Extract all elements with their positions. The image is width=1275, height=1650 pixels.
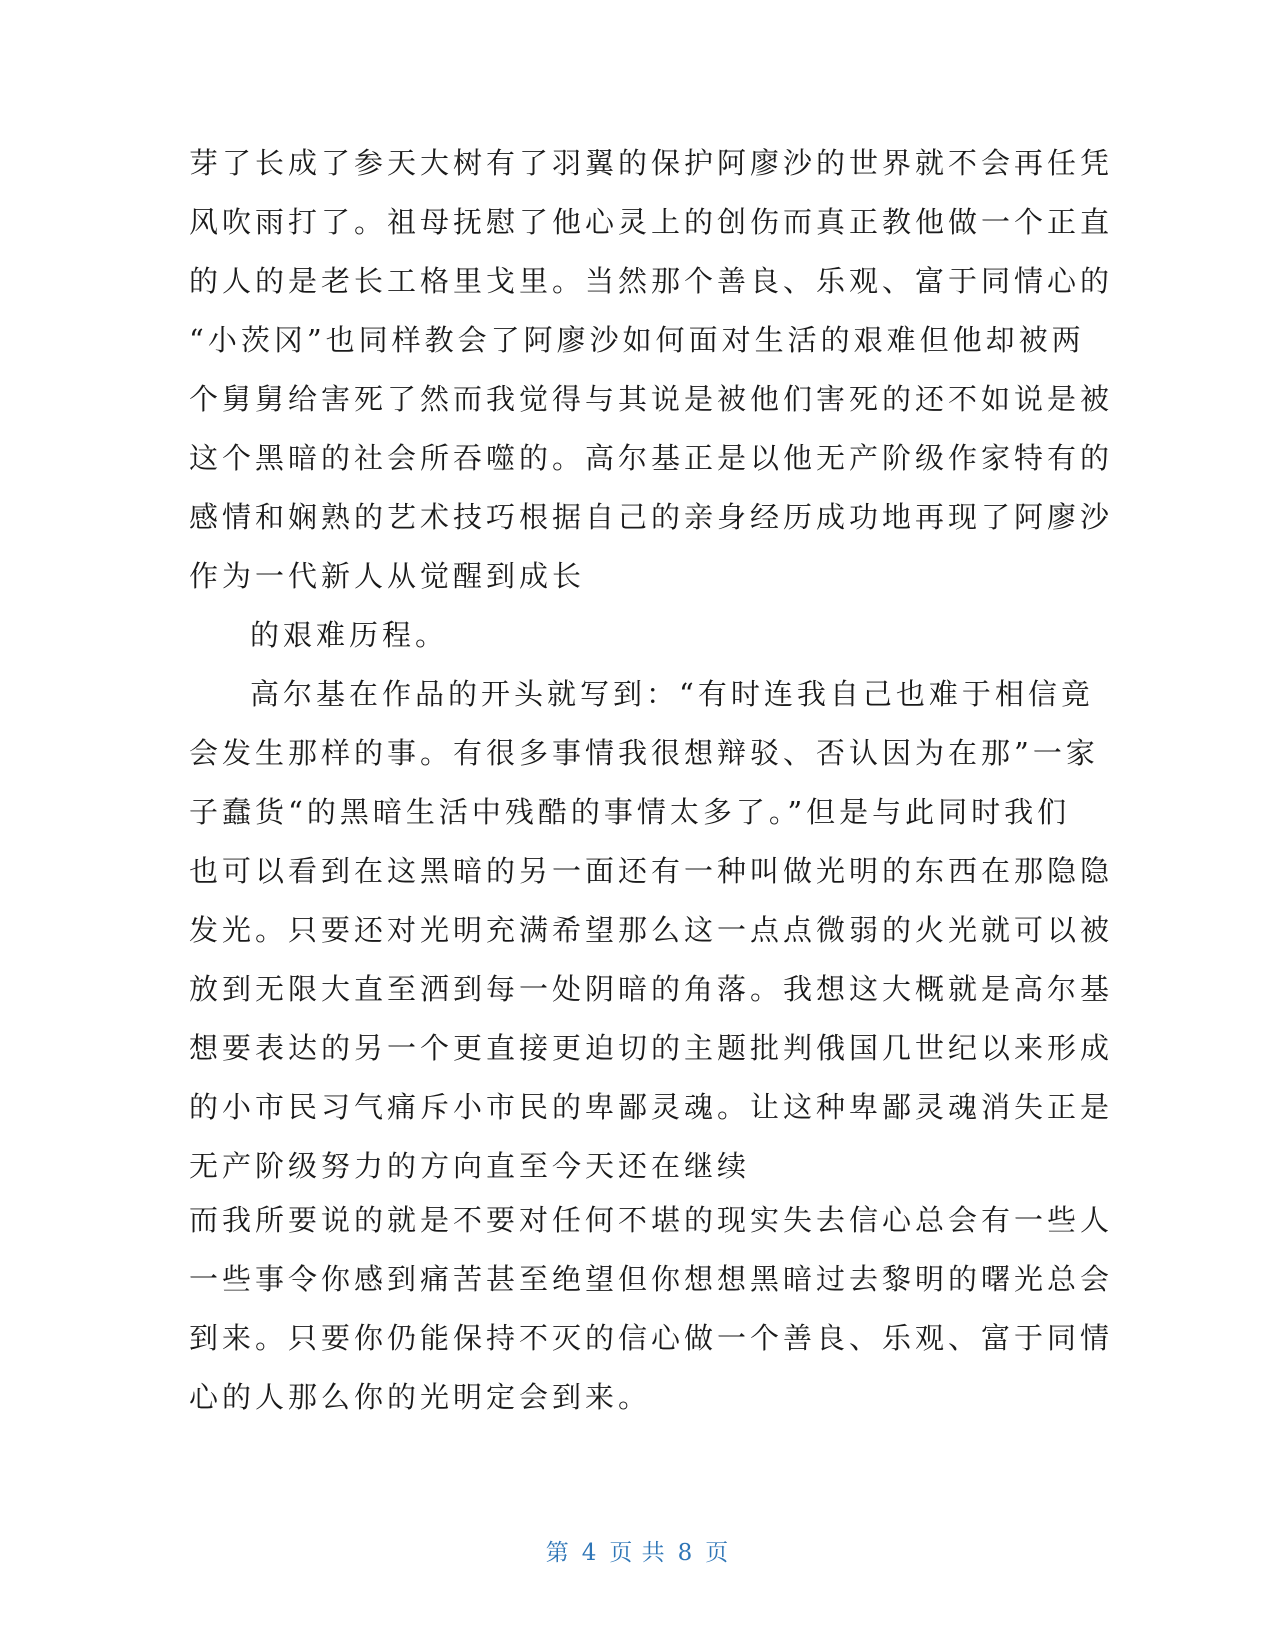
text-line: 一些事令你感到痛苦甚至绝望但你想想黑暗过去黎明的曙光总会 xyxy=(189,1262,1114,1296)
text-line: 感情和娴熟的艺术技巧根据自己的亲身经历成功地再现了阿廖沙 xyxy=(189,500,1114,534)
text-line: 的艰难历程。 xyxy=(250,618,449,652)
text-line: 作为一代新人从觉醒到成长 xyxy=(189,559,586,593)
text-line: 个舅舅给害死了然而我觉得与其说是被他们害死的还不如说是被 xyxy=(189,382,1114,416)
text-line: 的人的是老长工格里戈里。当然那个善良、乐观、富于同情心的 xyxy=(189,264,1114,298)
text-line: 会发生那样的事。有很多事情我很想辩驳、否认因为在那”一家 xyxy=(189,736,1099,770)
text-line: “小茨冈”也同样教会了阿廖沙如何面对生活的艰难但他却被两 xyxy=(189,323,1085,357)
text-line: 芽了长成了参天大树有了羽翼的保护阿廖沙的世界就不会再任凭 xyxy=(189,146,1114,180)
text-line: 这个黑暗的社会所吞噬的。高尔基正是以他无产阶级作家特有的 xyxy=(189,441,1114,475)
text-line: 子蠢货“的黑暗生活中残酷的事情太多了。”但是与此同时我们 xyxy=(189,795,1071,829)
text-line: 放到无限大直至洒到每一处阴暗的角落。我想这大概就是高尔基 xyxy=(189,972,1114,1006)
page-footer xyxy=(0,1534,1275,1567)
text-line: 风吹雨打了。祖母抚慰了他心灵上的创伤而真正教他做一个正直 xyxy=(189,205,1114,239)
total-pages: 8 xyxy=(677,1540,694,1566)
text-line: 无产阶级努力的方向直至今天还在继续 xyxy=(189,1149,751,1183)
text-line: 发光。只要还对光明充满希望那么这一点点微弱的火光就可以被 xyxy=(189,913,1114,947)
text-line: 高尔基在作品的开头就写到：“有时连我自己也难于相信竟 xyxy=(250,677,1094,711)
text-line: 想要表达的另一个更直接更迫切的主题批判俄国几世纪以来形成 xyxy=(189,1031,1114,1065)
page-suffix: 页 xyxy=(705,1540,730,1566)
page-prefix: 第 xyxy=(545,1540,570,1566)
text-line: 心的人那么你的光明定会到来。 xyxy=(189,1380,652,1414)
page-mid: 页 共 xyxy=(609,1540,666,1566)
text-line: 而我所要说的就是不要对任何不堪的现实失去信心总会有一些人 xyxy=(189,1203,1114,1237)
text-line: 也可以看到在这黑暗的另一面还有一种叫做光明的东西在那隐隐 xyxy=(189,854,1114,888)
text-line: 的小市民习气痛斥小市民的卑鄙灵魂。让这种卑鄙灵魂消失正是 xyxy=(189,1090,1114,1124)
page-number: 4 xyxy=(581,1540,598,1566)
text-line: 到来。只要你仍能保持不灭的信心做一个善良、乐观、富于同情 xyxy=(189,1321,1114,1355)
